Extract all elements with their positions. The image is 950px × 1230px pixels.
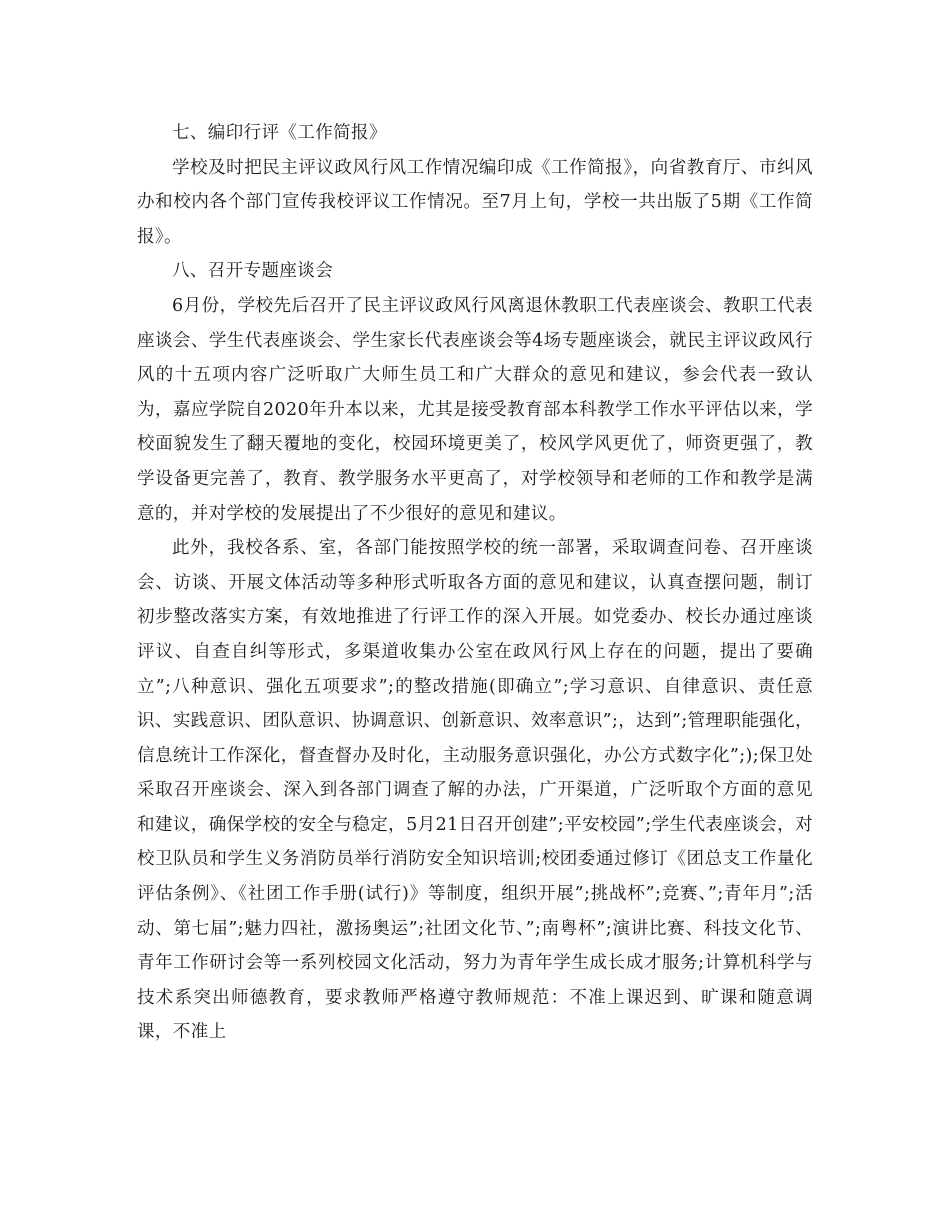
section-heading-7: 七、编印行评《工作简报》 bbox=[172, 123, 387, 143]
section-heading-8: 八、召开专题座谈会 bbox=[172, 261, 334, 282]
document-body bbox=[137, 116, 813, 1050]
paragraph-symposiums: 6月份，学校先后召开了民主评议政风行风离退休教职工代表座谈会、教职工代表座谈会、学生代表座谈会、学生家长代表座谈会等4场专题座谈会，就民主评议政风行风的十五项内容广泛听取广大师生员工和广大群众的意见和建议，参会代表一致认为，嘉应学院自2020年升本以来，尤其是接受教育部本科教学工作水平评估以来，学校面貌发生了翻天覆地的变化，校园环境更美了，校风学风更优了，师资更强了，教学设备更完善了，教育、教学服务水平更高了，对学校领导和老师的工作和教学是满意的，并对学校的发展提出了不少很好的意见和建议。 bbox=[137, 295, 813, 524]
paragraph-briefing: 学校及时把民主评议政风行风工作情况编印成《工作简报》，向省教育厅、市纠风办和校内各个部门宣传我校评议工作情况。至7月上旬，学校一共出版了5期《工作简报》。 bbox=[137, 157, 813, 247]
paragraph-departments: 此外，我校各系、室，各部门能按照学校的统一部署，采取调查问卷、召开座谈会、访谈、开展文体活动等多种形式听取各方面的意见和建议，认真查摆问题，制订初步整改落实方案，有效地推进了行评工作的深入开展。如党委办、校长办通过座谈评议、自查自纠等形式，多渠道收集办公室在政风行风上存在的问题，提出了要确立”;八种意识、强化五项要求”;的整改措施(即确立”;学习意识、自律意识、责任意识、实践意识、团队意识、协调意识、创新意识、效率意识”;，达到”;管理职能强化，信息统计工作深化，督查督办及时化，主动服务意识强化，办公方式数字化”;);保卫处采取召开座谈会、深入到各部门调查了解的办法，广开渠道，广泛听取个方面的意见和建议，确保学校的安全与稳定，5月21日召开创建”;平安校园”;学生代表座谈会，对校卫队员和学生义务消防员举行消防安全知识培训;校团委通过修订《团总支工作量化评估条例》、《社团工作手册(试行)》等制度，组织开展”;挑战杯”;竞赛、”;青年月”;活动、第七届”;魅力四社，激扬奥运”;社团文化节、”;南粤杯”;演讲比赛、科技文化节、青年工作研讨会等一系列校园文化活动，努力为青年学生成长成才服务;计算机科学与技术系突出师德教育，要求教师严格遵守教师规范：不准上课迟到、旷课和随意调课，不准上 bbox=[137, 538, 813, 1043]
